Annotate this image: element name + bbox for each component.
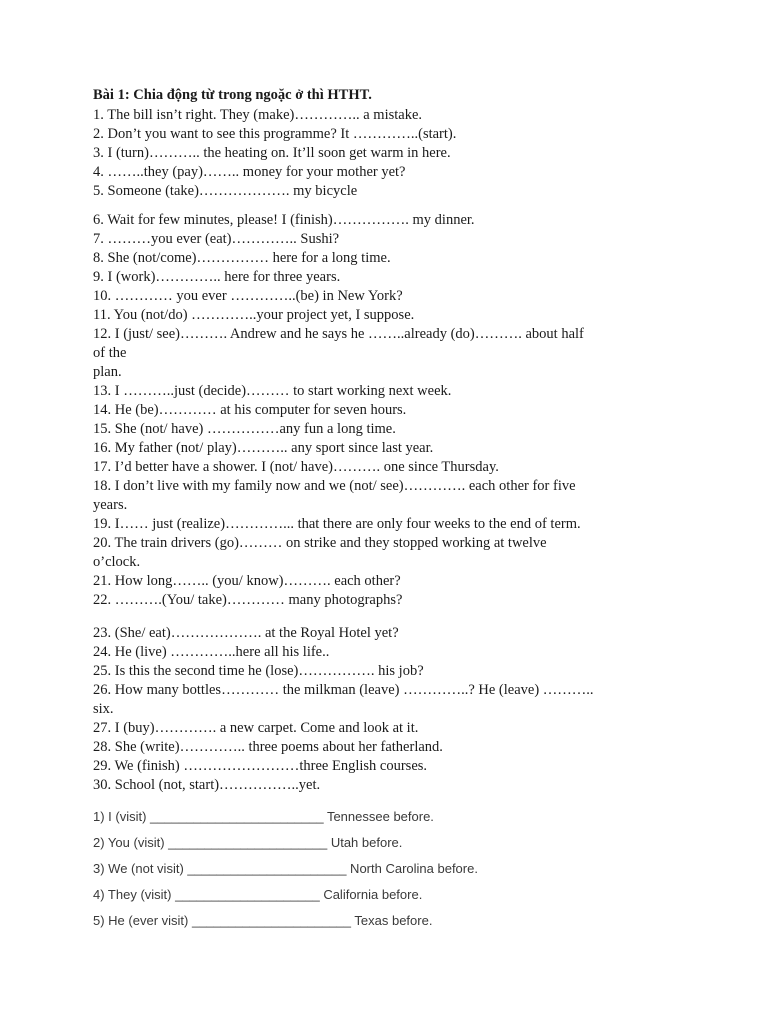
exercise-line: 30. School (not, start)……………..yet. bbox=[93, 777, 321, 793]
exercise-line: 3) We (not visit) ______________________ North Carolina before. bbox=[93, 861, 478, 876]
exercise-line: 19. I…… just (realize)…………... that there are only four weeks to the end of term. bbox=[93, 516, 581, 532]
exercise-line: 14. He (be)………… at his computer for seven hours. bbox=[93, 402, 407, 418]
exercise-block-1 bbox=[93, 106, 683, 201]
exercise-line: 26. How many bottles………… the milkman (leave) …………..? He (leave) ……….. bbox=[93, 682, 594, 698]
exercise-line: 9. I (work)………….. here for three years. bbox=[93, 269, 341, 285]
exercise-line: of the bbox=[93, 345, 127, 361]
exercise-line: 15. She (not/ have) ……………any fun a long time. bbox=[93, 421, 396, 437]
exercise-line: six. bbox=[93, 701, 114, 717]
exercise-line: 2. Don’t you want to see this programme? It …………..(start). bbox=[93, 126, 457, 142]
exercise-line: 17. I’d better have a shower. I (not/ have)………. one since Thursday. bbox=[93, 459, 499, 475]
exercise-line: 4. ……..they (pay)…….. money for your mother yet? bbox=[93, 164, 406, 180]
exercise-line: 24. He (live) …………..here all his life.. bbox=[93, 644, 330, 660]
exercise-line: 4) They (visit) ____________________ California before. bbox=[93, 887, 423, 902]
exercise-line: 21. How long…….. (you/ know)………. each other? bbox=[93, 573, 401, 589]
exercise-line: 10. ………… you ever …………..(be) in New York? bbox=[93, 288, 403, 304]
exercise-block-3 bbox=[93, 624, 683, 795]
exercise-line: 1. The bill isn’t right. They (make)………….. a mistake. bbox=[93, 107, 423, 123]
exercise-line: 27. I (buy)…………. a new carpet. Come and look at it. bbox=[93, 720, 419, 736]
exercise-line: 3. I (turn)……….. the heating on. It’ll soon get warm in here. bbox=[93, 145, 451, 161]
exercise-line: o’clock. bbox=[93, 554, 141, 570]
exercise-line: 12. I (just/ see)………. Andrew and he says he ……..already (do)………. about half bbox=[93, 326, 584, 342]
exercise-line: 7. ………you ever (eat)………….. Sushi? bbox=[93, 231, 340, 247]
exercise-line: 5. Someone (take)………………. my bicycle bbox=[93, 183, 358, 199]
exercise-line: years. bbox=[93, 497, 128, 513]
exercise-line: 29. We (finish) ……………………three English courses. bbox=[93, 758, 428, 774]
exercise-block-4 bbox=[93, 808, 693, 938]
exercise-line: plan. bbox=[93, 364, 122, 380]
exercise-line: 16. My father (not/ play)……….. any sport since last year. bbox=[93, 440, 434, 456]
exercise-block-2 bbox=[93, 211, 683, 610]
exercise-line: 8. She (not/come)…………… here for a long time. bbox=[93, 250, 391, 266]
exercise-line: 28. She (write)………….. three poems about her fatherland. bbox=[93, 739, 443, 755]
exercise-line: 18. I don’t live with my family now and we (not/ see)…………. each other for five bbox=[93, 478, 576, 494]
exercise-line: 20. The train drivers (go)……… on strike and they stopped working at twelve bbox=[93, 535, 547, 551]
exercise-line: 13. I ………..just (decide)……… to start working next week. bbox=[93, 383, 452, 399]
exercise-line: 5) He (ever visit) ______________________ Texas before. bbox=[93, 913, 433, 928]
exercise-title: Bài 1: Chia động từ trong ngoặc ở thì HTHT. bbox=[93, 87, 372, 103]
exercise-line: 2) You (visit) ______________________ Utah before. bbox=[93, 835, 403, 850]
exercise-line: 23. (She/ eat)………………. at the Royal Hotel yet? bbox=[93, 625, 399, 641]
exercise-line: 11. You (not/do) …………..your project yet, I suppose. bbox=[93, 307, 415, 323]
exercise-line: 22. ……….(You/ take)………… many photographs? bbox=[93, 592, 403, 608]
exercise-line: 25. Is this the second time he (lose)……………. his job? bbox=[93, 663, 424, 679]
exercise-line: 6. Wait for few minutes, please! I (finish)……………. my dinner. bbox=[93, 212, 475, 228]
exercise-line: 1) I (visit) ________________________ Tennessee before. bbox=[93, 809, 434, 824]
